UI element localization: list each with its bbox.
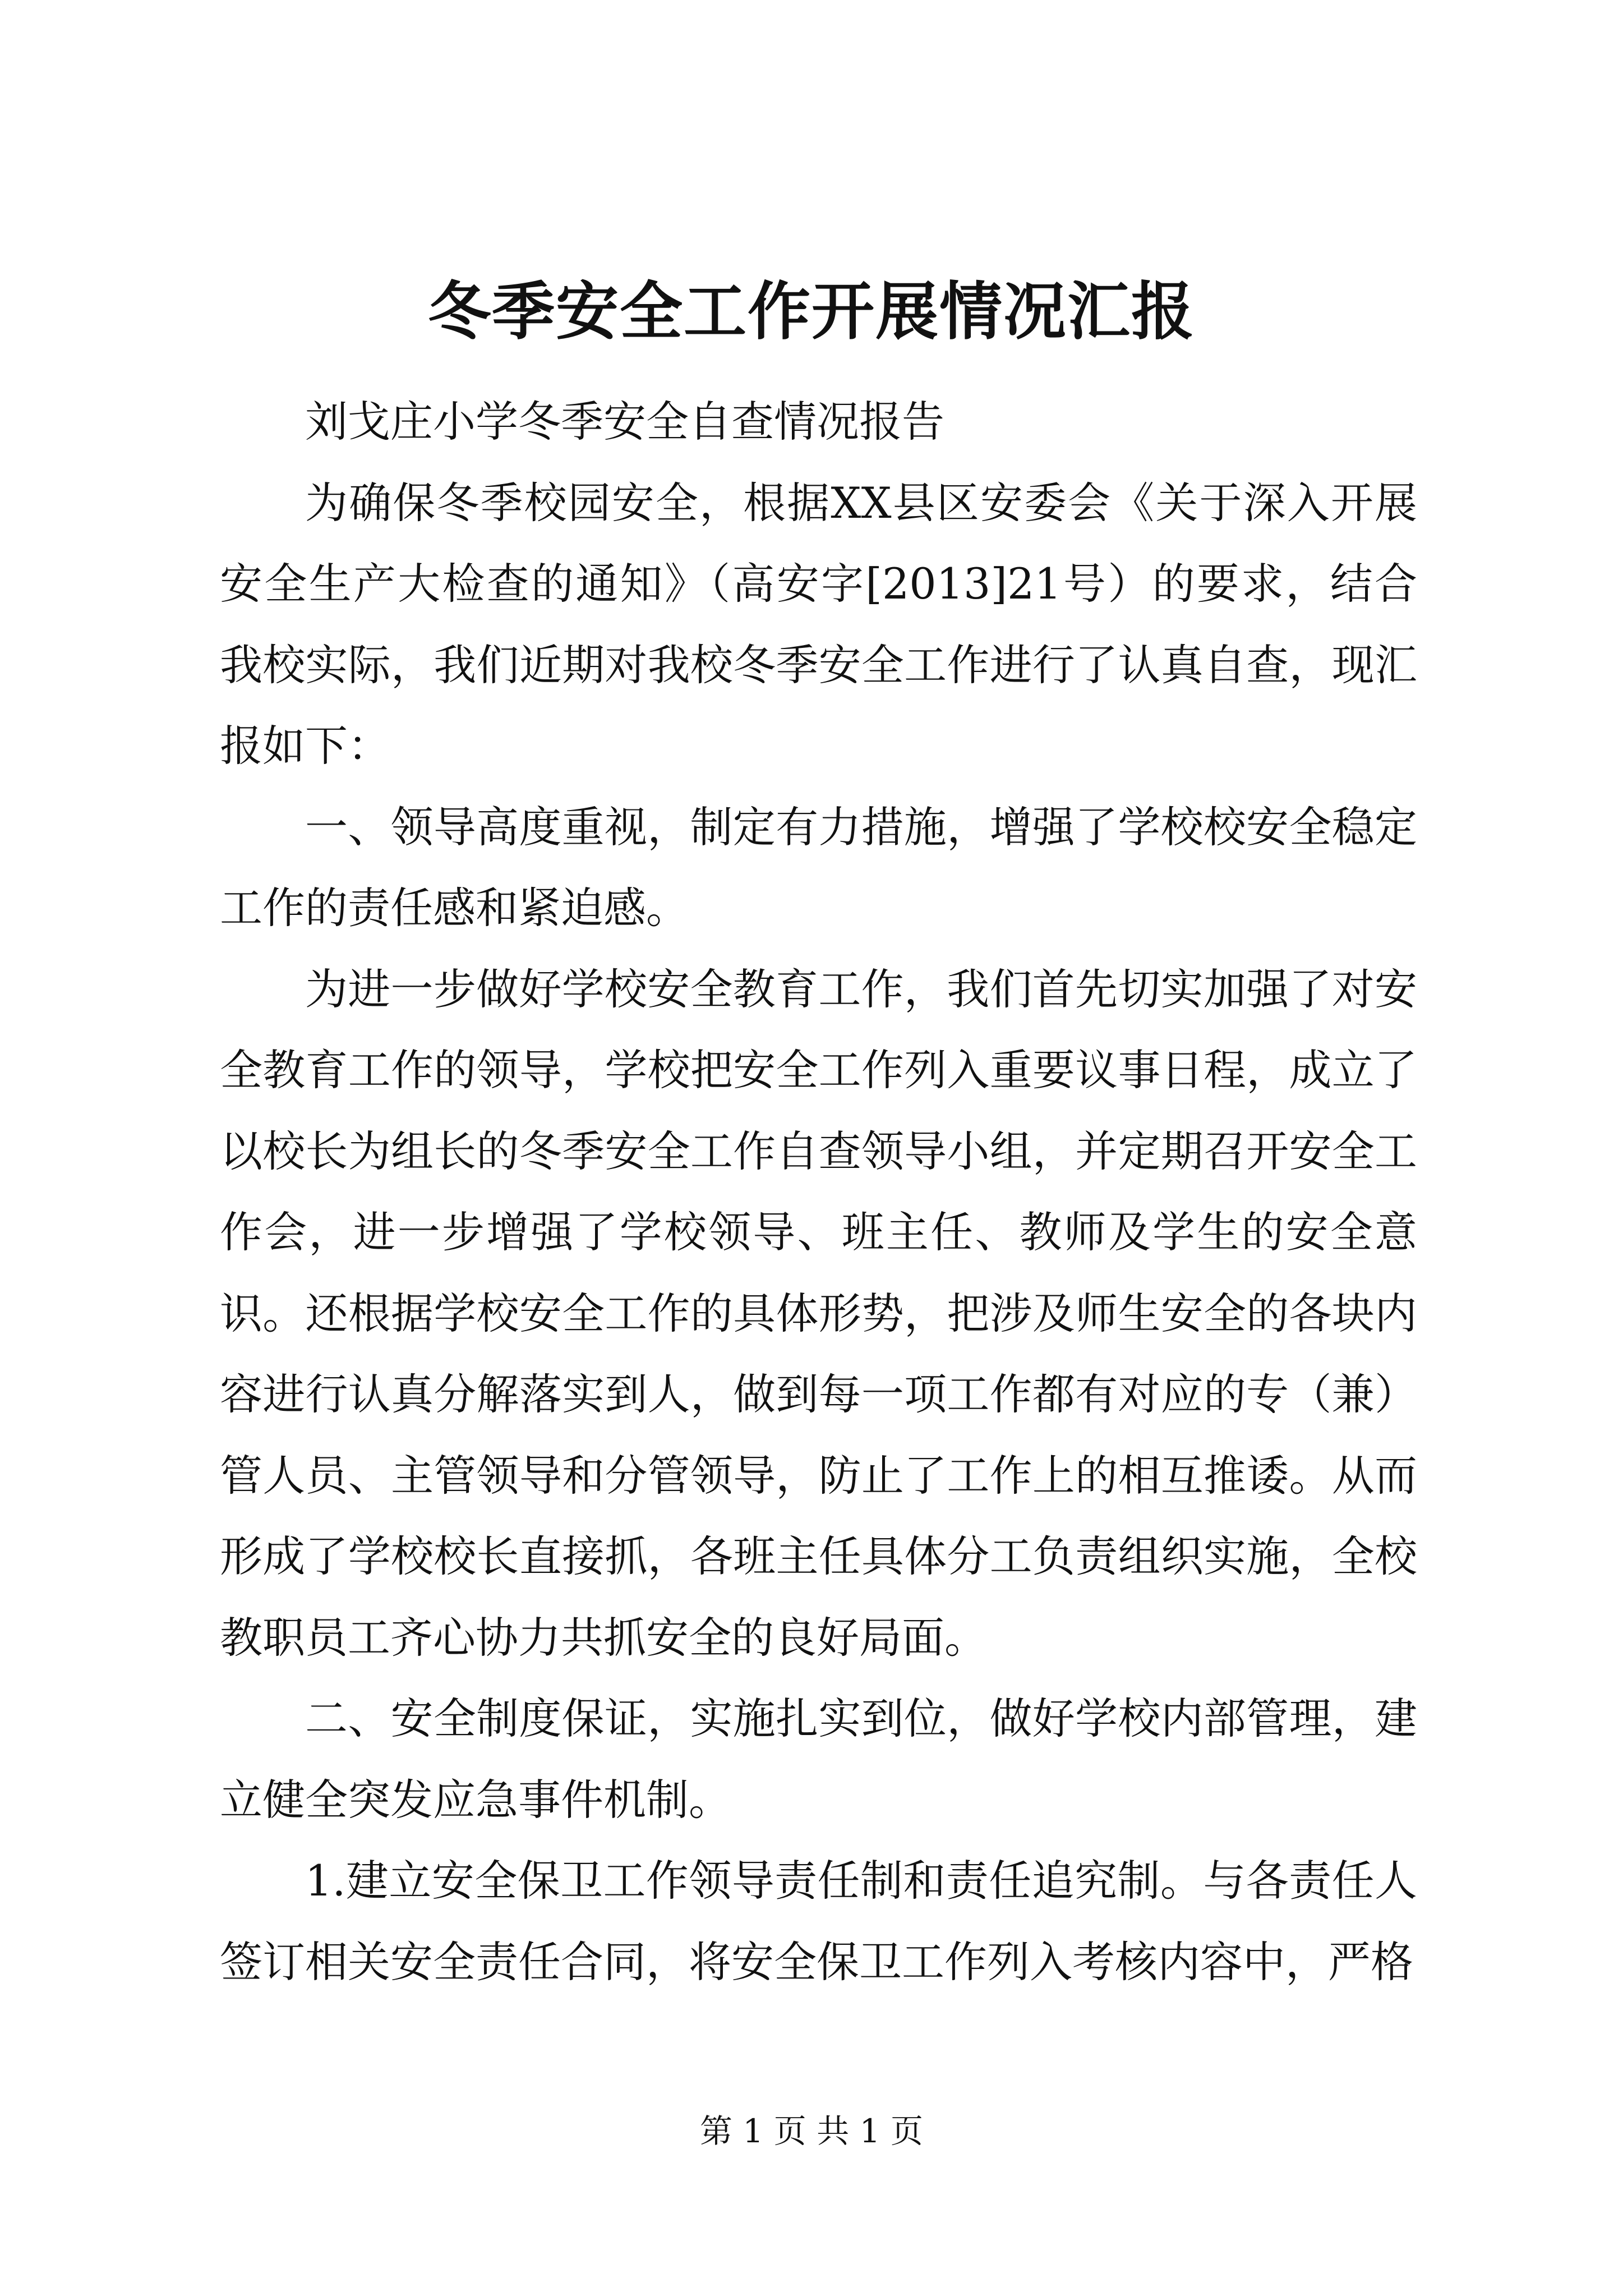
paragraph-subtitle: 刘戈庄小学冬季安全自查情况报告 [305,397,944,447]
document-body [220,381,1417,2003]
paragraph-section-2-heading: 二、安全制度保证，实施扎实到位，做好学校内部管理，建立健全突发应急事件机制。 [220,1694,1417,1825]
paragraph-section-1-heading: 一、领导高度重视，制定有力措施，增强了学校校安全稳定工作的责任感和紧迫感。 [220,802,1417,933]
paragraph-section-2-item-1: 1.建立安全保卫工作领导责任制和责任追究制。与各责任人签订相关安全责任合同，将安全保卫工作列入考核内容中，严格 [220,1856,1417,1987]
page-footer: 第 1 页 共 1 页 [700,2112,923,2150]
paragraph-section-1-body: 为进一步做好学校安全教育工作，我们首先切实加强了对安全教育工作的领导，学校把安全工作列入重要议事日程，成立了以校长为组长的冬季安全工作自查领导小组，并定期召开安全工作会，进一步增强了学校领导、班主任、教师及学生的安全意识。还根据学校安全工作的具体形势，把涉及师生安全的各块内容进行认真分解落实到人，做到每一项工作都有对应的专（兼）管人员、主管领导和分管领导，防止了工作上的相互推诿。从而形成了学校校长直接抓，各班主任具体分工负责组织实施，全校教职员工齐心协力共抓安全的良好局面。 [220,964,1417,1663]
document-title: 冬季安全工作开展情况汇报 [428,275,1195,348]
paragraph-intro: 为确保冬季校园安全，根据XX县区安委会《关于深入开展安全生产大检查的通知》（高安字[2013]21号）的要求，结合我校实际，我们近期对我校冬季安全工作进行了认真自查，现汇报如下： [220,477,1417,771]
